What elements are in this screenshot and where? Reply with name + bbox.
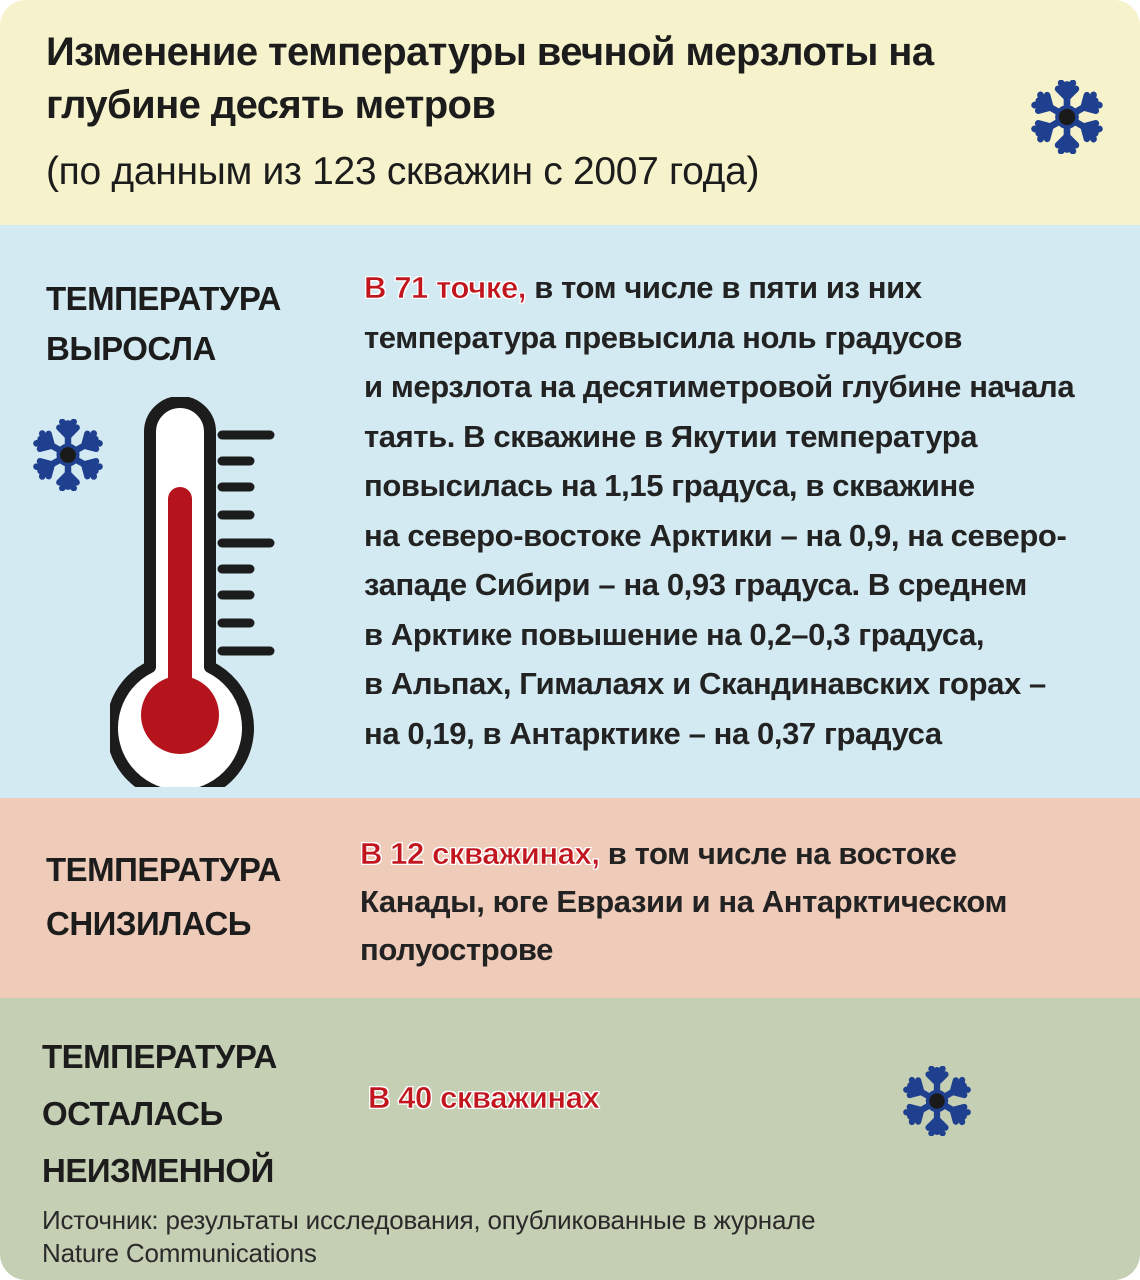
snowflake-icon — [902, 1066, 972, 1136]
section-text-fell: В 12 скважинах, в том числе на востоке Канады, юге Евразии и на Антарктическом полуострове — [360, 836, 1008, 967]
header-section — [0, 0, 1140, 225]
section-temperature-grew — [0, 225, 1140, 798]
highlight-count-grew: В 71 точке, — [364, 270, 526, 305]
page-subtitle: (по данным из 123 скважин с 2007 года) — [46, 150, 760, 193]
section-text-unchanged — [368, 1074, 599, 1122]
highlight-count-unchanged: В 40 скважинах — [368, 1080, 600, 1115]
snowflake-icon — [32, 419, 104, 491]
highlight-count-fell: В 12 скважинах, — [360, 836, 600, 871]
section-label-fell: ТЕМПЕРАТУРА СНИЗИЛАСЬ — [46, 851, 281, 942]
section-label-grew: ТЕМПЕРАТУРА ВЫРОСЛА — [46, 280, 281, 367]
page-title: Изменение температуры вечной мерзлоты на глубине десять метров — [46, 30, 934, 127]
section-temperature-fell — [0, 798, 1140, 998]
source-note: Источник: результаты исследования, опубликованные в журнале Nature Communications — [42, 1205, 816, 1268]
thermometer-icon — [110, 397, 290, 787]
section-text-grew: В 71 точке, в том числе в пяти из них температура превысила ноль градусов и мерзлота на десятиметровой глубине начала таять. В скважине в Якутии температура повысилась на 1,15 градуса, в скважине на северо-востоке Арктики – на 0,9, на северо- западе Сибири – на 0,93 градуса. В среднем в Арктике повышение на 0,2–0,3 градуса, в Альпах, Гималаях и Скандинавских горах – на 0,19, в Антарктике – на 0,37 градуса — [364, 270, 1075, 751]
snowflake-icon — [1030, 80, 1104, 154]
section-label-unchanged: ТЕМПЕРАТУРА ОСТАЛАСЬ НЕИЗМЕННОЙ — [42, 1038, 277, 1189]
